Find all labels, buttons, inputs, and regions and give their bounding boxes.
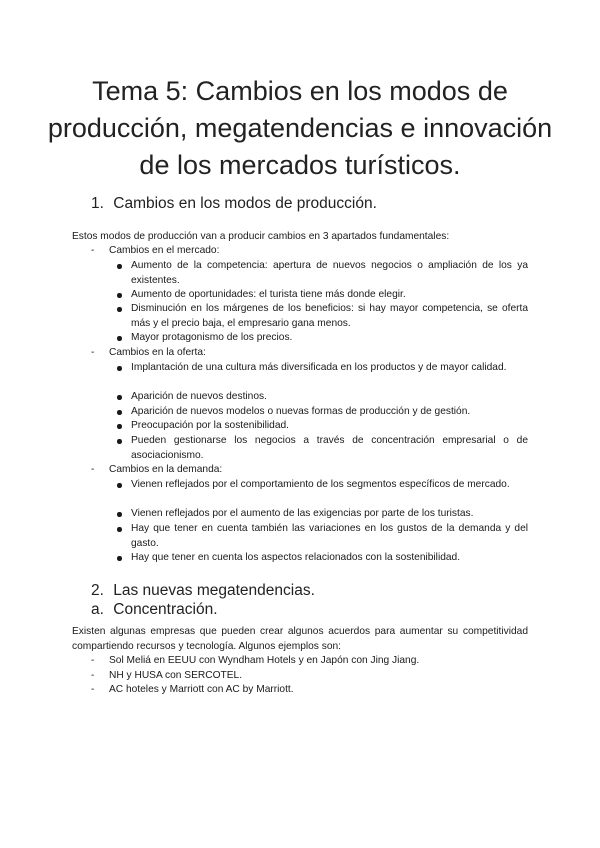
section-2-heading	[91, 582, 315, 600]
subsection-a-heading	[91, 601, 218, 619]
bullet-dot	[117, 336, 122, 341]
list-item: Hay que tener en cuenta los aspectos relacionados con la sostenibilidad.	[131, 551, 528, 566]
bullet-dot	[117, 264, 122, 269]
subsection-a-number: a.	[91, 601, 104, 618]
list-item: Disminución en los márgenes de los beneficios: si hay mayor competencia, se oferta más y el precio baja, el empresario gana menos.	[131, 302, 528, 331]
bullet-dot	[117, 483, 122, 488]
section-1-heading	[91, 195, 377, 213]
concentration-paragraph: Existen algunas empresas que pueden crear algunos acuerdos para aumentar su competitividad compartiendo recursos y tecnología. Algunos ejemplos son:	[72, 626, 528, 652]
section-1-number: 1.	[91, 195, 104, 212]
bullet-dot	[117, 293, 122, 298]
bullet-dot	[117, 307, 122, 312]
list-item: Implantación de una cultura más diversificada en los productos y de mayor calidad.	[131, 361, 528, 376]
bullet-dot	[117, 527, 122, 532]
document-page: Tema 5: Cambios en los modos de producción, megatendencias e innovación de los mercados turísticos. 1. Cambios en los modos de producción. Estos modos de producción van a producir cambios en 3 apartados fundamentales: - Cambios en el mercado: Aumento de la competencia: apertura de nuevos negocios o ampliación de los ya existentes. Aumento de oportunidades: el turista tiene más donde elegir. Disminución en los márgenes de los beneficios: si hay mayor competencia, se oferta más y el precio baja, el empresario gana menos. Mayor protagonismo de los precios. - Cambios en la oferta: Implantación de una cultura más diversificada en los productos y de mayor calidad. Aparición de nuevos destinos. Aparición de nuevos modelos o nuevas formas de producción y de gestión. Preocupación por la sostenibilidad. Pueden gestionarse los negocios a través de concentración empresarial o de asociacionismo. - Cambios en la demanda: Vienen reflejados por el comportamiento de los segmentos específicos de mercado. Vienen reflejados por el aumento de las exigencias por parte de los turistas. Hay que tener en cuenta también las variaciones en los gustos de la demanda y del gasto. Hay que tener en cuenta los aspectos relacionados con la sostenibilidad. 2. Las nuevas megatendencias. a. Concentración. Existen algunas empresas que pueden crear algunos acuerdos para aumentar su competitividad compartiendo recursos y tecnología. Algunos ejemplos son: - Sol Meliá en EEUU con Wyndham Hotels y en Japón con Jing Jiang. - NH y HUSA con SERCOTEL. - AC hoteles y Marriott con AC by Marriott.	[0, 0, 600, 848]
page-title: Tema 5: Cambios en los modos de producción, megatendencias e innovación de los mercados turísticos.	[47, 76, 553, 180]
list-item: Vienen reflejados por el comportamiento de los segmentos específicos de mercado.	[131, 478, 528, 493]
list-item: Aumento de la competencia: apertura de nuevos negocios o ampliación de los ya existentes.	[131, 259, 528, 288]
list-item: Aparición de nuevos destinos.	[131, 390, 528, 405]
section-1-title: Cambios en los modos de producción.	[113, 195, 377, 212]
section-2-number: 2.	[91, 582, 104, 599]
section-1-intro: Estos modos de producción van a producir cambios en 3 apartados fundamentales:	[72, 231, 450, 242]
list-item: Aumento de oportunidades: el turista tiene más donde elegir.	[131, 288, 528, 303]
bullet-dot	[117, 512, 122, 517]
bullet-dot	[117, 556, 122, 561]
list-item: Pueden gestionarse los negocios a través de concentración empresarial o de asociacionismo.	[131, 434, 528, 463]
bullet-dot	[117, 439, 122, 444]
subsection-a-title: Concentración.	[113, 601, 218, 618]
list-item: Hay que tener en cuenta también las variaciones en los gustos de la demanda y del gasto.	[131, 522, 528, 551]
bullet-dot	[117, 395, 122, 400]
group-label: Cambios en el mercado:	[109, 245, 220, 256]
list-item: Preocupación por la sostenibilidad.	[131, 419, 528, 434]
bullet-dot	[117, 424, 122, 429]
list-item: Mayor protagonismo de los precios.	[131, 331, 528, 346]
list-item: Aparición de nuevos modelos o nuevas formas de producción y de gestión.	[131, 405, 528, 420]
bullet-dot	[117, 366, 122, 371]
list-item: Vienen reflejados por el aumento de las exigencias por parte de los turistas.	[131, 507, 528, 522]
group-label: Cambios en la oferta:	[109, 347, 206, 358]
group-label: Cambios en la demanda:	[109, 464, 223, 475]
bullet-dot	[117, 410, 122, 415]
section-2-title: Las nuevas megatendencias.	[113, 582, 315, 599]
